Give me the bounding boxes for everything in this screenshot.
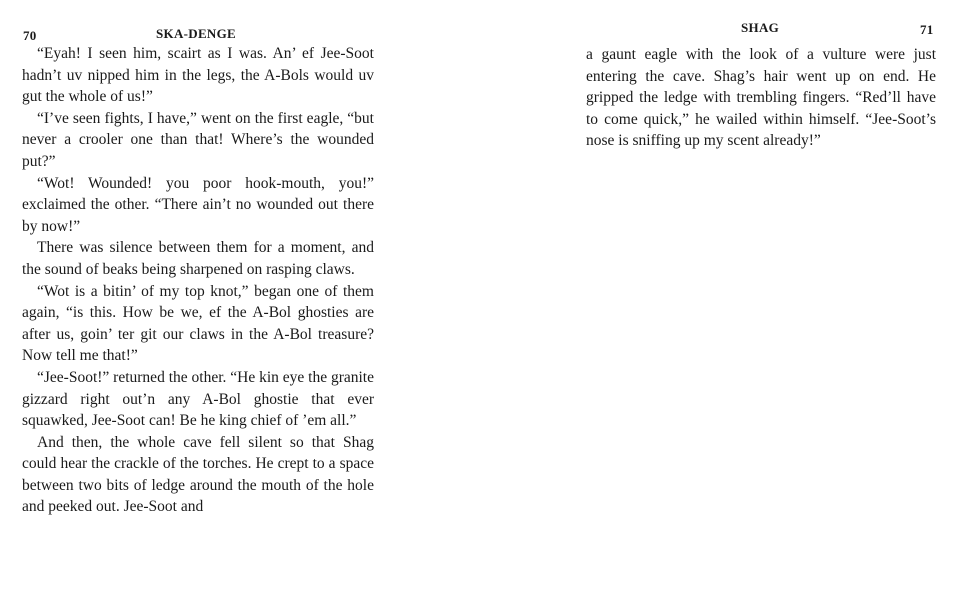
paragraph: a gaunt eagle with the look of a vulture were just entering the cave. Shag’s hair went up on end. He gripped the ledge with trembling fingers. “Red’ll have to come quick,” he wailed within himself. “Jee-Soot’s nose is sniffing up my scent already!” [586,46,936,150]
paragraph: There was silence between them for a moment, and the sound of beaks being sharpened on rasping claws. [22,239,374,278]
page-number: 70 [23,28,37,43]
page-number: 71 [920,22,934,37]
paragraph: And then, the whole cave fell silent so that Shag could hear the crackle of the torches. He crept to a space between two bits of ledge around the mouth of the hole and peeked out. Jee-Soot and [22,433,374,516]
paragraph: “I’ve seen fights, I have,” went on the first eagle, “but never a crooler one than that! Where’s the wounded put?” [22,109,374,170]
body-text [586,44,936,152]
running-head: SHAG [741,20,780,35]
body-text [22,43,374,518]
paragraph: “Wot is a bitin’ of my top knot,” began one of them again, “is this. How be we, ef the A-Bol ghosties are after us, goin’ ter git our claws in the A-Bol treasure? Now tell me that!” [22,282,374,365]
running-head: SKA-DENGE [156,26,236,41]
paragraph: “Jee-Soot!” returned the other. “He kin eye the granite gizzard right out’n any A-Bol ghostie that ever squawked, Jee-Soot can! Be he king chief of ’em all.” [22,368,374,430]
paragraph: “Wot! Wounded! you poor hook-mouth, you!” exclaimed the other. “There ain’t no wounded out there by now!” [22,174,374,235]
paragraph: “Eyah! I seen him, scairt as I was. An’ ef Jee-Soot hadn’t uv nipped him in the legs, the A-Bols would uv gut the whole of us!” [22,45,374,106]
right-page [478,0,957,589]
left-page [0,0,478,589]
